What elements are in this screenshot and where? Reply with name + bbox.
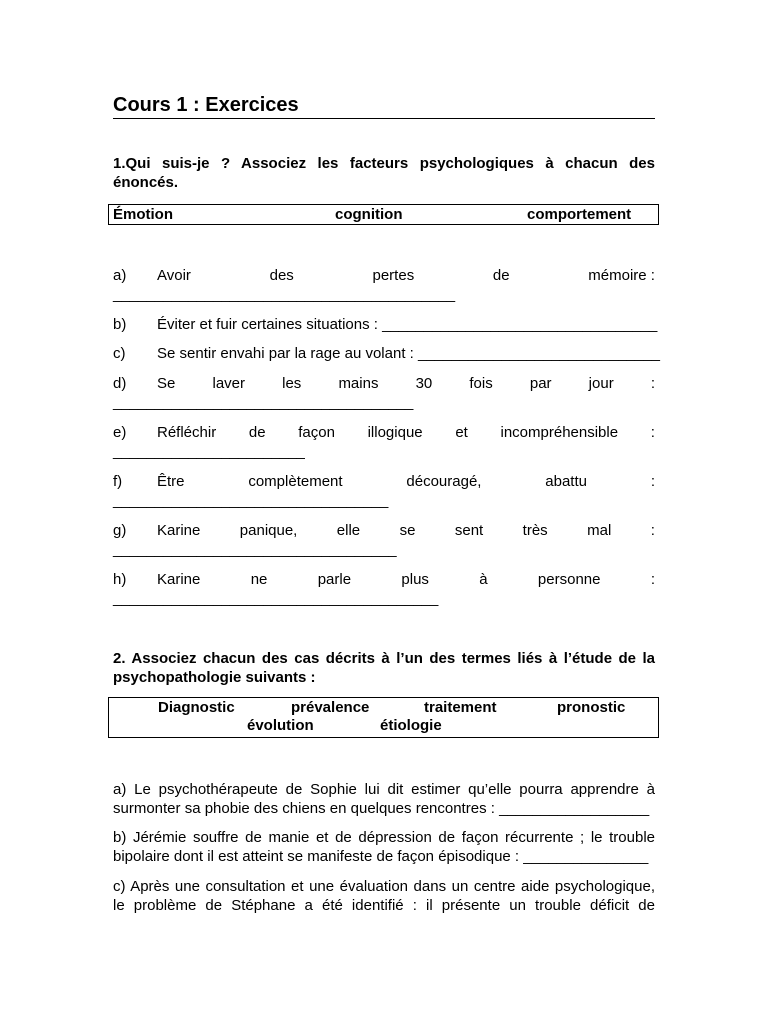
term-etiologie: étiologie bbox=[380, 717, 442, 734]
case-item bbox=[113, 780, 655, 818]
question-1-heading-line-2: énoncés. bbox=[113, 174, 179, 191]
term-pronostic: pronostic bbox=[557, 699, 626, 716]
answer-blank[interactable]: ____________________________________ bbox=[113, 394, 414, 411]
case-line: bipolaire dont il est atteint se manifeste de façon épisodique : _______________ bbox=[113, 848, 649, 865]
case-line: le problème de Stéphane a été identifié : il présente un trouble déficit de bbox=[113, 897, 655, 914]
term-emotion: Émotion bbox=[113, 206, 173, 223]
term-prevalence: prévalence bbox=[291, 699, 370, 716]
case-line: surmonter sa phobie des chiens en quelques rencontres : __________________ bbox=[113, 800, 650, 817]
question-2-heading-line-1: 2. Associez chacun des cas décrits à l’un des termes liés à l’étude de la bbox=[113, 650, 655, 667]
answer-blank[interactable]: _________________________________________ bbox=[113, 286, 456, 303]
item-letter: c) bbox=[113, 345, 126, 362]
case-item bbox=[113, 877, 655, 915]
case-item bbox=[113, 828, 655, 866]
case-line: a) Le psychothérapeute de Sophie lui dit estimer qu’elle pourra apprendre à bbox=[113, 781, 655, 798]
question-1-heading bbox=[113, 154, 655, 192]
item-text: Se laver les mains 30 fois par jour : bbox=[157, 375, 655, 392]
item-text: Éviter et fuir certaines situations : _________________________________ bbox=[157, 316, 658, 333]
page-title: Cours 1 : Exercices bbox=[113, 93, 655, 119]
item-text: Être complètement découragé, abattu : bbox=[157, 473, 655, 490]
item-text: Karine panique, elle se sent très mal : bbox=[157, 522, 655, 539]
terms-box bbox=[108, 697, 659, 738]
case-line: c) Après une consultation et une évaluation dans un centre aide psychologique, bbox=[113, 878, 655, 895]
item-letter: a) bbox=[113, 267, 127, 284]
factors-box bbox=[108, 204, 659, 225]
question-2-heading-line-2: psychopathologie suivants : bbox=[113, 669, 316, 686]
question-1-heading-line-1: 1.Qui suis-je ? Associez les facteurs psychologiques à chacun des bbox=[113, 155, 655, 172]
item-letter: f) bbox=[113, 473, 123, 490]
item-text: Se sentir envahi par la rage au volant : _____________________________ bbox=[157, 345, 660, 362]
item-text: Avoir des pertes de mémoire : bbox=[157, 267, 655, 284]
answer-blank[interactable]: _______________________________________ bbox=[113, 590, 439, 607]
case-line: b) Jérémie souffre de manie et de dépression de façon récurrente ; le trouble bbox=[113, 829, 655, 846]
item-text: Karine ne parle plus à personne : bbox=[157, 571, 655, 588]
term-cognition: cognition bbox=[335, 206, 403, 223]
item-text: Réfléchir de façon illogique et incompréhensible : bbox=[157, 424, 655, 441]
term-evolution: évolution bbox=[247, 717, 314, 734]
item-letter: g) bbox=[113, 522, 127, 539]
answer-blank[interactable]: __________________________________ bbox=[113, 541, 397, 558]
term-comportement: comportement bbox=[527, 206, 632, 223]
question-2-heading bbox=[113, 649, 655, 687]
term-traitement: traitement bbox=[424, 699, 497, 716]
answer-blank[interactable]: _______________________ bbox=[113, 443, 305, 460]
term-diagnostic: Diagnostic bbox=[158, 699, 235, 716]
answer-blank[interactable]: _________________________________ bbox=[113, 492, 389, 509]
item-letter: e) bbox=[113, 424, 127, 441]
item-letter: d) bbox=[113, 375, 127, 392]
item-letter: h) bbox=[113, 571, 127, 588]
item-letter: b) bbox=[113, 316, 127, 333]
